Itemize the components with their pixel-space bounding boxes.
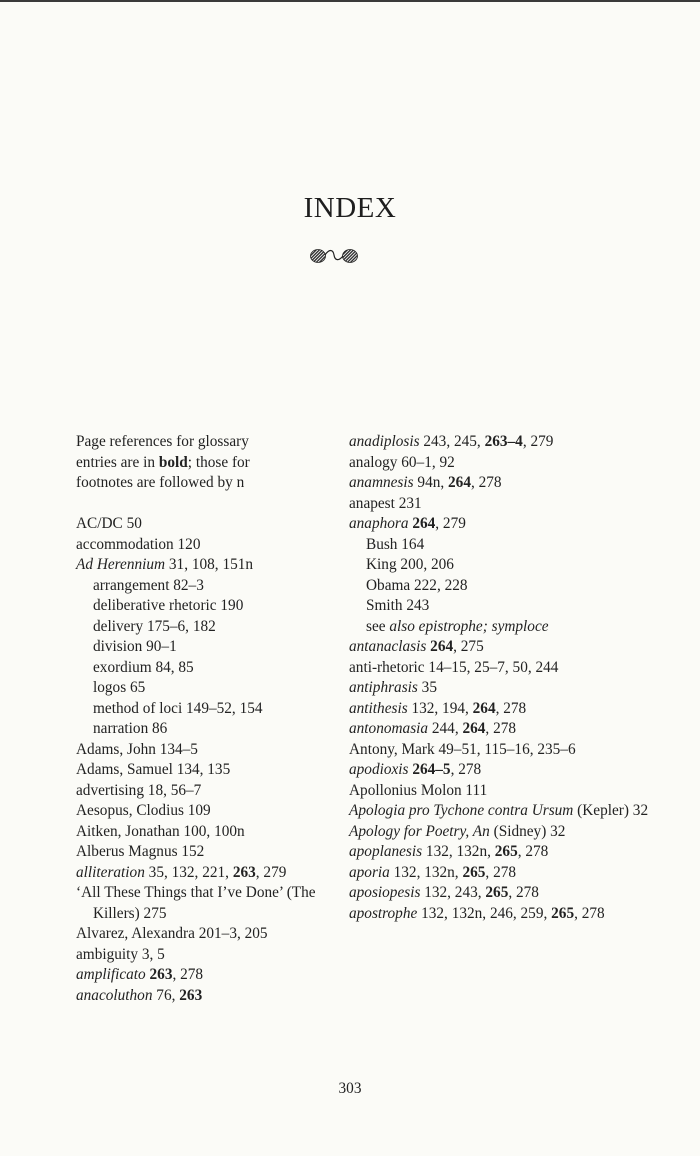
entry-text: analogy 60–1, 92	[349, 453, 455, 471]
index-entries-left	[76, 514, 338, 1006]
glossary-page-ref: 265	[462, 863, 486, 881]
entry-text: , 278	[485, 720, 517, 737]
entry-text: 132, 132n,	[389, 863, 463, 881]
index-subentry	[349, 596, 649, 617]
index-subentry	[76, 719, 338, 740]
index-entry	[349, 781, 649, 802]
index-subentry	[76, 576, 338, 597]
index-subentry	[349, 535, 649, 556]
entry-term-italic: antithesis	[349, 699, 408, 717]
entry-term-italic: anaphora	[349, 515, 409, 532]
entry-term-italic: apostrophe	[349, 904, 418, 922]
glossary-page-ref: 264	[472, 699, 496, 717]
index-entry	[349, 863, 649, 884]
entry-term-italic: alliteration	[76, 863, 145, 881]
index-entry	[76, 965, 338, 986]
entry-text: 132, 132n,	[422, 843, 495, 860]
ornament-icon	[309, 247, 359, 265]
entry-term-italic: anacoluthon	[76, 986, 153, 1004]
index-subentry	[76, 699, 338, 720]
entry-term-italic: anamnesis	[349, 474, 414, 491]
index-subentry	[349, 617, 649, 638]
entry-text: , 278	[172, 966, 204, 983]
index-entry	[76, 986, 338, 1007]
index-note	[76, 432, 338, 494]
index-subentry	[76, 596, 338, 617]
index-entry	[349, 760, 649, 781]
entry-text: , 278	[508, 884, 539, 901]
page-title: INDEX	[303, 192, 397, 224]
entry-term-italic: amplificato	[76, 966, 146, 983]
entry-text: , 278	[470, 474, 502, 491]
entry-text: , 278	[485, 863, 517, 881]
index-entries-right	[349, 432, 649, 924]
entry-text: Obama 222, 228	[366, 576, 468, 594]
glossary-page-ref: 263	[149, 966, 173, 983]
entry-term-italic: apoplanesis	[349, 843, 423, 860]
glossary-page-ref: 264–5	[412, 761, 451, 778]
index-entry	[349, 678, 649, 699]
index-subentry	[76, 637, 338, 658]
entry-text: logos 65	[93, 679, 146, 696]
index-entry	[76, 555, 338, 576]
entry-text: , 278	[517, 843, 549, 860]
index-entry	[76, 535, 338, 556]
note-text: entries are in	[76, 453, 159, 471]
note-bold-word: bold	[158, 453, 188, 471]
index-entry	[76, 801, 338, 822]
entry-text: anapest 231	[349, 494, 422, 512]
index-subentry	[76, 658, 338, 679]
glossary-page-ref: 264	[430, 638, 454, 655]
index-subentry	[349, 555, 649, 576]
entry-text: Apollonius Molon 111	[349, 781, 488, 799]
entry-term-italic: antiphrasis	[349, 679, 418, 696]
entry-text: 132, 194,	[407, 699, 473, 717]
entry-text: , 278	[450, 761, 482, 778]
note-text: ; those for	[187, 453, 250, 471]
index-entry	[349, 801, 649, 822]
index-entry	[349, 699, 649, 720]
index-entry	[349, 883, 649, 904]
entry-text: accommodation 120	[76, 535, 201, 553]
index-entry	[76, 863, 338, 884]
index-column-left	[76, 432, 338, 1006]
page-top-edge	[0, 0, 700, 2]
entry-text: , 278	[574, 904, 605, 922]
glossary-page-ref: 263–4	[484, 433, 523, 450]
entry-text: 244,	[428, 720, 463, 737]
index-entry	[76, 781, 338, 802]
entry-term-italic: antanaclasis	[349, 638, 427, 655]
entry-term-italic: Apology for Poetry, An	[349, 822, 490, 840]
entry-term-italic: anadiplosis	[349, 433, 420, 450]
index-entry	[349, 904, 649, 925]
page-number: 303	[338, 1080, 362, 1097]
index-entry	[349, 453, 649, 474]
entry-text: , 279	[435, 515, 466, 532]
entry-term-italic: Apologia pro Tychone contra Ursum	[349, 802, 574, 819]
entry-text: Bush 164	[366, 535, 425, 553]
index-entry	[76, 760, 338, 781]
note-line: footnotes are followed by n	[76, 474, 245, 491]
entry-text: Aitken, Jonathan 100, 100n	[76, 822, 245, 840]
entry-text: Alvarez, Alexandra 201–3, 205	[76, 925, 268, 942]
entry-text: Adams, Samuel 134, 135	[76, 761, 231, 778]
index-entry	[76, 842, 338, 863]
index-entry	[349, 637, 649, 658]
index-entry	[76, 924, 338, 945]
index-entry	[349, 494, 649, 515]
entry-term-italic: also epistrophe; symploce	[389, 617, 549, 635]
entry-term-italic: antonomasia	[349, 720, 429, 737]
entry-text: , 279	[522, 433, 554, 450]
index-entry	[76, 740, 338, 761]
index-entry	[349, 432, 649, 453]
entry-text: advertising 18, 56–7	[76, 781, 202, 799]
glossary-page-ref: 264	[448, 474, 471, 491]
glossary-page-ref: 264	[412, 515, 436, 532]
index-entry	[349, 514, 649, 535]
entry-text: (Kepler) 32	[573, 802, 649, 819]
entry-term-italic: aposiopesis	[349, 884, 421, 901]
entry-text: , 278	[495, 699, 527, 717]
entry-text: King 200, 206	[366, 556, 454, 573]
entry-term-italic: apodioxis	[349, 761, 409, 778]
entry-text: narration 86	[93, 720, 168, 737]
entry-text: 76,	[152, 986, 180, 1004]
index-subentry	[76, 617, 338, 638]
note-line	[76, 453, 338, 474]
glossary-page-ref: 265	[551, 904, 575, 922]
entry-text: , 279	[255, 863, 287, 881]
entry-text: 35	[417, 679, 437, 696]
note-line: Page references for glossary	[76, 433, 249, 450]
entry-text: Adams, John 134–5	[76, 740, 198, 758]
entry-term-italic: aporia	[349, 863, 390, 881]
entry-text: Aesopus, Clodius 109	[76, 802, 211, 819]
index-entry	[76, 945, 338, 966]
glossary-page-ref: 263	[179, 986, 203, 1004]
entry-text: Smith 243	[366, 597, 430, 614]
glossary-page-ref: 265	[485, 884, 509, 901]
entry-text: 132, 243,	[420, 884, 486, 901]
entry-text: 31, 108, 151n	[165, 556, 254, 573]
glossary-page-ref: 265	[494, 843, 518, 860]
entry-text: 243, 245,	[419, 433, 485, 450]
index-entry	[349, 719, 649, 740]
entry-text: arrangement 82–3	[93, 576, 204, 594]
entry-text: Antony, Mark 49–51, 115–16, 235–6	[349, 740, 576, 758]
entry-text: method of loci 149–52, 154	[93, 699, 263, 717]
index-entry	[76, 514, 338, 535]
entry-text: Alberus Magnus 152	[76, 843, 205, 860]
entry-text: see	[366, 617, 390, 635]
entry-text: 132, 132n, 246, 259,	[417, 904, 552, 922]
index-entry	[76, 883, 338, 924]
index-entry	[349, 822, 649, 843]
glossary-page-ref: 264	[462, 720, 486, 737]
entry-text: 35, 132, 221,	[144, 863, 233, 881]
entry-term-italic: Ad Herennium	[76, 556, 166, 573]
entry-text: anti-rhetoric 14–15, 25–7, 50, 244	[349, 658, 559, 676]
entry-text: exordium 84, 85	[93, 658, 194, 676]
entry-text: (Sidney) 32	[489, 822, 566, 840]
entry-text: , 275	[453, 638, 484, 655]
entry-text: ‘All These Things that I’ve Done’ (The Killers) 275	[76, 884, 316, 922]
entry-text: deliberative rhetoric 190	[93, 597, 244, 614]
entry-text: AC/DC 50	[76, 515, 142, 532]
index-subentry	[349, 576, 649, 597]
index-entry	[349, 473, 649, 494]
index-entry	[349, 740, 649, 761]
glossary-page-ref: 263	[232, 863, 256, 881]
index-column-right	[349, 432, 649, 924]
index-entry	[76, 822, 338, 843]
index-entry	[349, 658, 649, 679]
entry-text: ambiguity 3, 5	[76, 945, 165, 963]
entry-text: 94n,	[413, 474, 449, 491]
index-subentry	[76, 678, 338, 699]
entry-text: delivery 175–6, 182	[93, 617, 216, 635]
index-entry	[349, 842, 649, 863]
entry-text: division 90–1	[93, 638, 177, 655]
